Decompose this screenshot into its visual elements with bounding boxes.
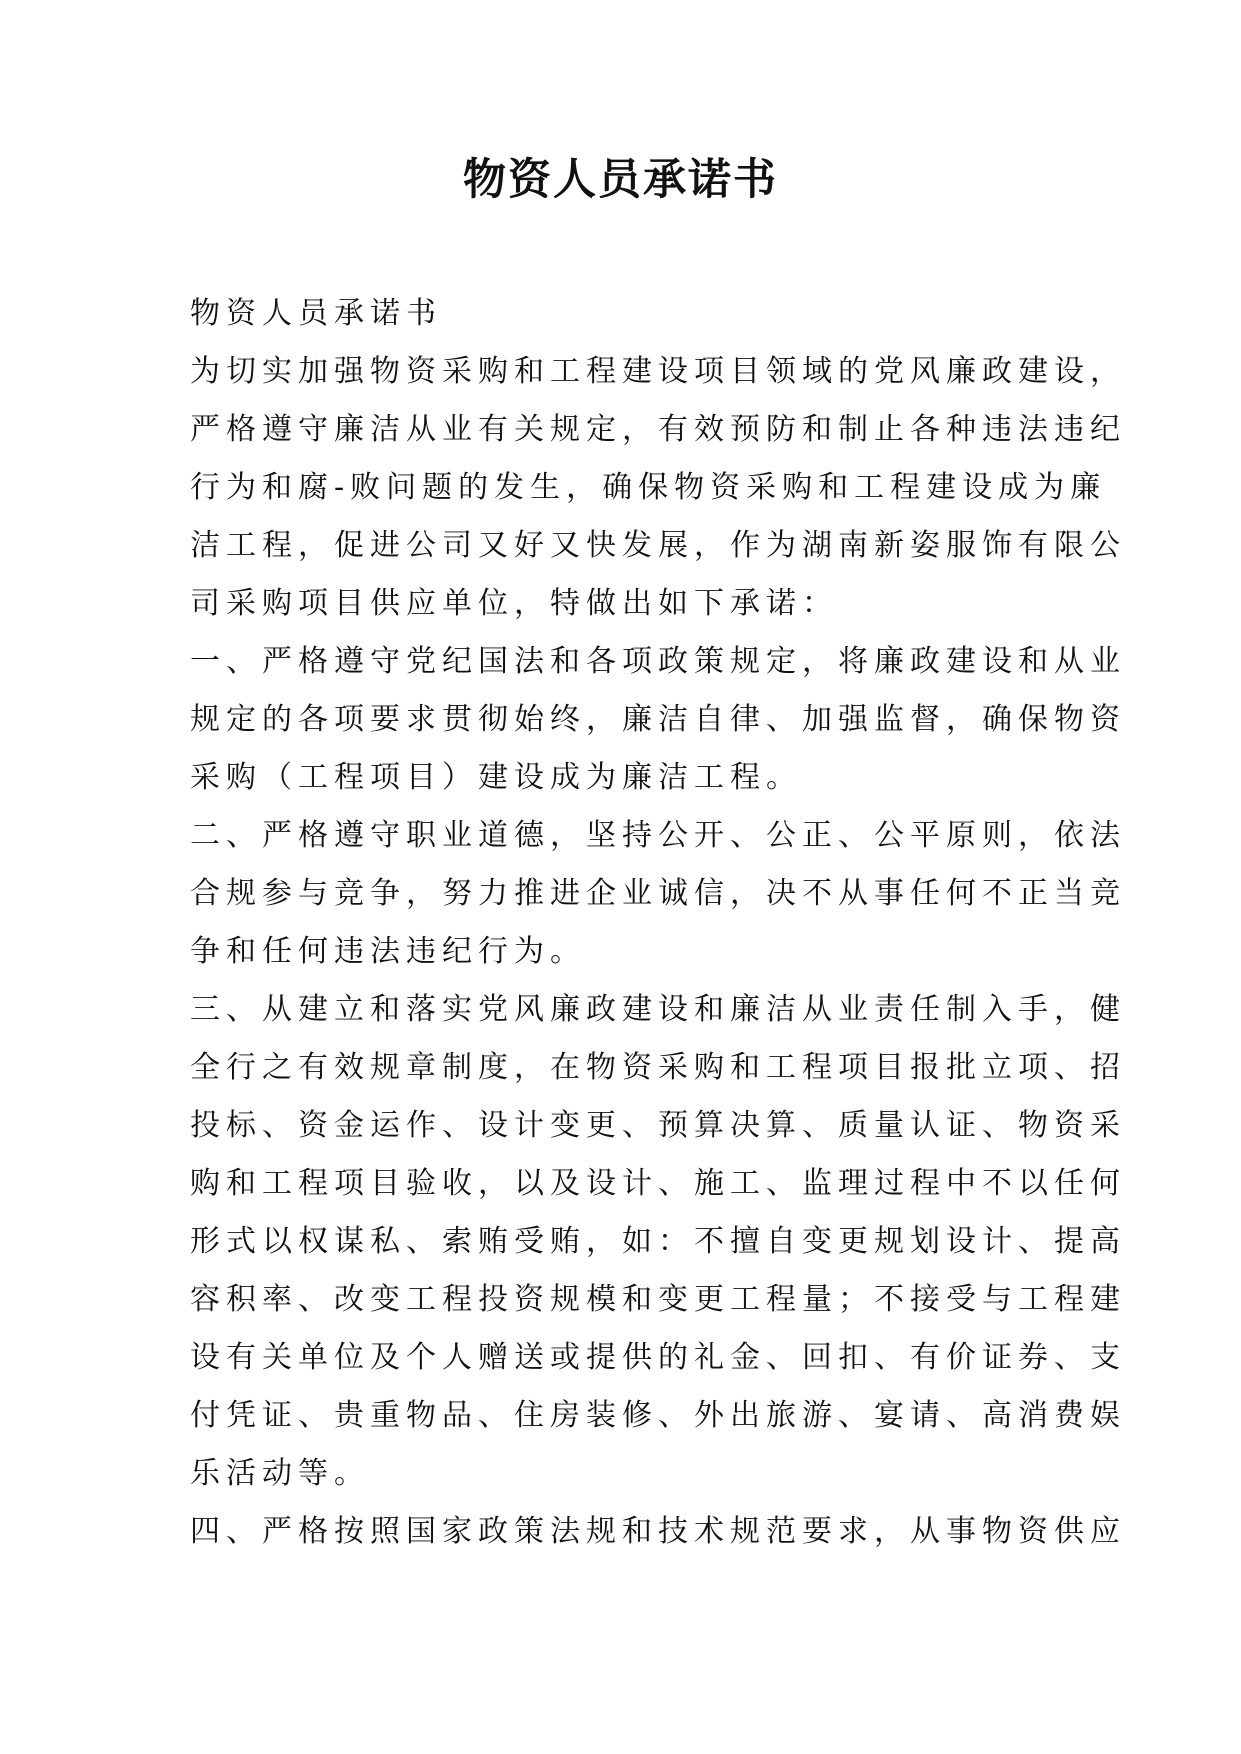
body-line: 司采购项目供应单位，特做出如下承诺： bbox=[190, 586, 838, 621]
body-line: 为切实加强物资采购和工程建设项目领域的党风廉政建设， bbox=[190, 354, 1126, 389]
body-line: 一、严格遵守党纪国法和各项政策规定，将廉政建设和从业 bbox=[190, 644, 1126, 679]
document-body bbox=[190, 285, 1126, 1561]
body-line: 严格遵守廉洁从业有关规定，有效预防和制止各种违法违纪 bbox=[190, 412, 1126, 447]
body-line: 购和工程项目验收，以及设计、施工、监理过程中不以任何 bbox=[190, 1166, 1126, 1201]
body-line: 争和任何违法违纪行为。 bbox=[190, 934, 586, 969]
body-line: 付凭证、贵重物品、住房装修、外出旅游、宴请、高消费娱 bbox=[190, 1398, 1126, 1433]
body-line: 二、严格遵守职业道德，坚持公开、公正、公平原则，依法 bbox=[190, 818, 1126, 853]
body-line: 合规参与竞争，努力推进企业诚信，决不从事任何不正当竞 bbox=[190, 876, 1126, 911]
body-line: 形式以权谋私、索贿受贿，如：不擅自变更规划设计、提高 bbox=[190, 1224, 1126, 1259]
document-title: 物资人员承诺书 bbox=[463, 155, 778, 205]
body-line: 乐活动等。 bbox=[190, 1456, 370, 1491]
body-line: 三、从建立和落实党风廉政建设和廉洁从业责任制入手，健 bbox=[190, 992, 1126, 1027]
body-line: 物资人员承诺书 bbox=[190, 296, 442, 331]
body-line: 投标、资金运作、设计变更、预算决算、质量认证、物资采 bbox=[190, 1108, 1126, 1143]
body-line: 设有关单位及个人赠送或提供的礼金、回扣、有价证券、支 bbox=[190, 1340, 1126, 1375]
body-line: 行为和腐-败问题的发生，确保物资采购和工程建设成为廉 bbox=[190, 470, 1107, 505]
body-line: 采购（工程项目）建设成为廉洁工程。 bbox=[190, 760, 802, 795]
body-line: 容积率、改变工程投资规模和变更工程量；不接受与工程建 bbox=[190, 1282, 1126, 1317]
body-line: 全行之有效规章制度，在物资采购和工程项目报批立项、招 bbox=[190, 1050, 1126, 1085]
body-line: 四、严格按照国家政策法规和技术规范要求，从事物资供应 bbox=[190, 1514, 1126, 1549]
body-line: 规定的各项要求贯彻始终，廉洁自律、加强监督，确保物资 bbox=[190, 702, 1126, 737]
body-line: 洁工程，促进公司又好又快发展，作为湖南新姿服饰有限公 bbox=[190, 528, 1126, 563]
